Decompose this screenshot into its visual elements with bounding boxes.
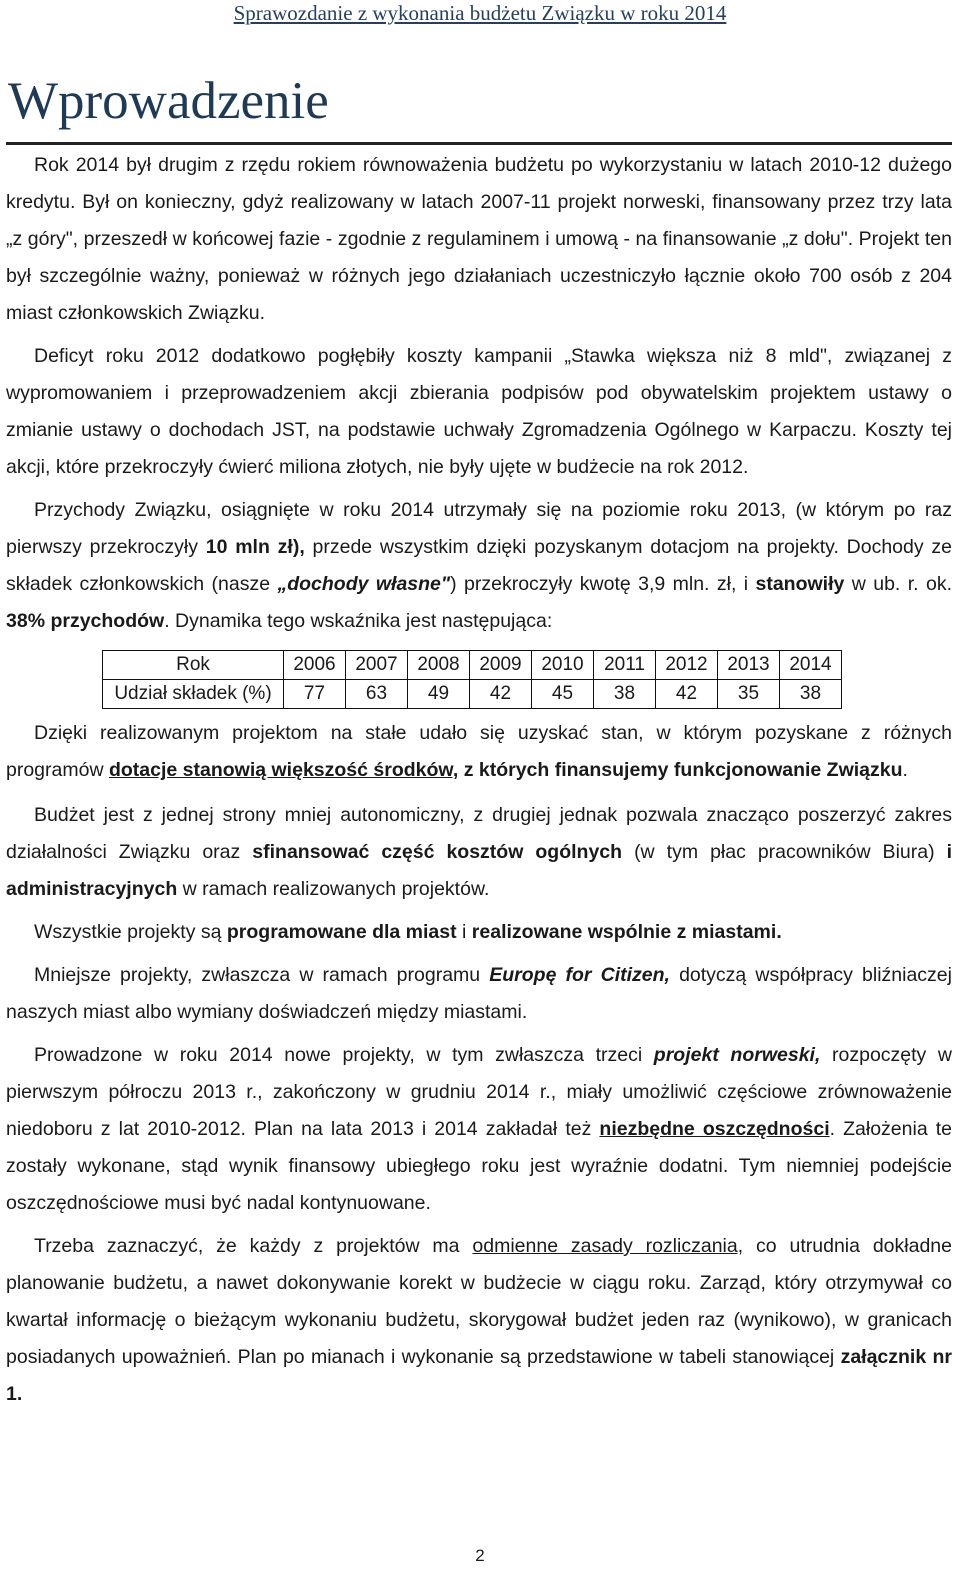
p3-text-c: przede wszystkim dzięki pozyskanym dotacjom na projekty. Dochody ze składek członkowskich (nasze xyxy=(6,536,952,595)
table-cell-year: 2011 xyxy=(594,651,656,680)
paragraph-9 xyxy=(6,1228,952,1413)
p9-underlined-rules: odmienne zasady rozliczania, xyxy=(472,1235,744,1257)
table-cell-share: 42 xyxy=(470,680,532,709)
p8-underlined-savings: niezbędne oszczędności xyxy=(599,1118,830,1140)
p5-text-c: (w tym płac pracowników Biura) xyxy=(622,841,947,863)
paragraph-7 xyxy=(6,957,952,1031)
p4-text-d: . xyxy=(902,759,908,781)
paragraph-8 xyxy=(6,1037,952,1222)
table-cell-year: 2008 xyxy=(408,651,470,680)
p3-text-e: ) przekroczyły kwotę 3,9 mln. zł, i xyxy=(450,573,756,595)
p3-bold-stanowily: stanowiły xyxy=(755,573,845,595)
table-cell-share: 38 xyxy=(780,680,842,709)
paragraph-2: Deficyt roku 2012 dodatkowo pogłębiły koszty kampanii „Stawka większa niż 8 mld", związanej z wypromowaniem i przeprowadzeniem akcji zbierania podpisów pod obywatelskim projektem ustawy o zmianie ustawy o dochodach JST, na podstawie uchwały Zgromadzenia Ogólnego w Karpaczu. Koszty tej akcji, które przekroczyły ćwierć miliona złotych, nie były ujęte w budżecie na rok 2012. xyxy=(6,345,952,478)
p7-bold-program: Europę for Citizen, xyxy=(489,964,670,986)
p8-text-e: . Założenia te zostały wykonane, stąd wynik finansowy ubiegłego roku jest wyraźnie dodatni. Tym niemniej podejście oszczędnościowe musi być nadal kontynuowane. xyxy=(6,1118,952,1214)
table-cell-share: 49 xyxy=(408,680,470,709)
p8-text-c: rozpoczęty w pierwszym półroczu 2013 r., zakończony w grudniu 2014 r., miały umożliwić częściowe zrównoważenie niedoboru z lat 2010-2012. Plan na lata 2013 i 2014 zakładał też xyxy=(6,1044,953,1140)
p6-text-a: Wszystkie projekty są xyxy=(34,921,227,943)
p8-bold-norwegian: projekt norweski, xyxy=(653,1044,821,1066)
p7-text-a: Mniejsze projekty, zwłaszcza w ramach programu xyxy=(34,964,490,986)
paragraph-6 xyxy=(6,914,952,951)
paragraph-5 xyxy=(6,797,952,908)
p5-text-a: Budżet jest z jednej strony mniej autonomiczny, z drugiej jednak pozwala znacząco poszerzyć zakres działalności Związku oraz xyxy=(6,804,952,863)
table-cell-year: 2010 xyxy=(532,651,594,680)
p6-bold-programmed: programowane dla miast xyxy=(226,921,457,943)
p9-text-c: co utrudnia dokładne planowanie budżetu, a nawet dokonywanie korekt w budżecie w ciągu roku. Zarząd, który otrzymywał co kwartał informację o bieżącym wykonaniu budżetu, skorygował budżet jeden raz (wynikowo), w granicach posiadanych upoważnień. Plan po mianach i wykonanie są przedstawione w tabeli stanowiącej xyxy=(6,1235,952,1368)
table-header-label: Rok xyxy=(103,651,284,680)
title-rule xyxy=(6,142,952,145)
p3-bold-percent: 38% przychodów xyxy=(6,610,165,632)
p3-text-g: w ub. r. ok. xyxy=(844,573,952,595)
p9-text-a: Trzeba zaznaczyć, że każdy z projektów ma xyxy=(34,1235,473,1257)
table-cell-year: 2007 xyxy=(346,651,408,680)
p3-bold-revenue: 10 mln zł), xyxy=(205,536,305,558)
p4-bold-functioning: z których finansujemy funkcjonowanie Związku xyxy=(458,759,903,781)
p3-text-i: . Dynamika tego wskaźnika jest następująca: xyxy=(164,610,553,632)
table-cell-year: 2006 xyxy=(284,651,346,680)
table-cell-share: 45 xyxy=(532,680,594,709)
p6-text-c: i xyxy=(456,921,472,943)
table-cell-year: 2014 xyxy=(780,651,842,680)
table-cell-share: 42 xyxy=(656,680,718,709)
p3-text-a: Przychody Związku, osiągnięte w roku 2014 utrzymały się na poziomie roku 2013, (w którym po raz pierwszy przekroczyły xyxy=(6,499,952,558)
section-title: Wprowadzenie xyxy=(8,72,329,130)
p6-bold-realized: realizowane wspólnie z miastami. xyxy=(471,921,782,943)
paragraph-1: Rok 2014 był drugim z rzędu rokiem równoważenia budżetu po wykorzystaniu w latach 2010-12 dużego kredytu. Był on konieczny, gdyż realizowany w latach 2007-11 projekt norweski, finansowany przez trzy lata „z góry", przeszedł w końcowej fazie - zgodnie z regulaminem i umową - na finansowanie „z dołu". Projekt ten był szczególnie ważny, ponieważ w różnych jego działaniach uczestniczyło łącznie około 700 osób z 204 miast członkowskich Związku. xyxy=(6,154,952,324)
table-cell-year: 2009 xyxy=(470,651,532,680)
p9-bold-attachment: załącznik nr 1. xyxy=(6,1346,953,1405)
p7-text-c: dotyczą współpracy bliźniaczej naszych miast albo wymiany doświadczeń między miastami. xyxy=(6,964,952,1023)
document-body xyxy=(6,147,952,1419)
p5-bold-costs: sfinansować część kosztów ogólnych xyxy=(252,841,623,863)
table-cell-year: 2013 xyxy=(718,651,780,680)
p4-underlined-grants: dotacje stanowią większość środków, xyxy=(108,759,459,781)
table-row-years xyxy=(103,651,842,680)
table-row-shares xyxy=(103,680,842,709)
p5-text-e: w ramach realizowanych projektów. xyxy=(177,878,490,900)
p8-text-a: Prowadzone w roku 2014 nowe projekty, w tym zwłaszcza trzeci xyxy=(34,1044,654,1066)
table-cell-share: 77 xyxy=(284,680,346,709)
table-cell-share: 38 xyxy=(594,680,656,709)
page-number: 2 xyxy=(475,1546,485,1565)
running-header: Sprawozdanie z wykonania budżetu Związku w roku 2014 xyxy=(233,1,727,25)
p5-bold-admin: i administracyjnych xyxy=(6,841,953,900)
p3-bold-own-income: „dochody własne" xyxy=(277,573,451,595)
table-row-label: Udział składek (%) xyxy=(103,680,284,709)
dues-share-table xyxy=(102,650,842,709)
paragraph-4 xyxy=(6,715,952,789)
table-cell-share: 63 xyxy=(346,680,408,709)
table-cell-share: 35 xyxy=(718,680,780,709)
paragraph-3 xyxy=(6,492,952,640)
p4-text-a: Dzięki realizowanym projektom na stałe udało się uzyskać stan, w którym pozyskane z różnych programów xyxy=(6,722,952,781)
table-cell-year: 2012 xyxy=(656,651,718,680)
